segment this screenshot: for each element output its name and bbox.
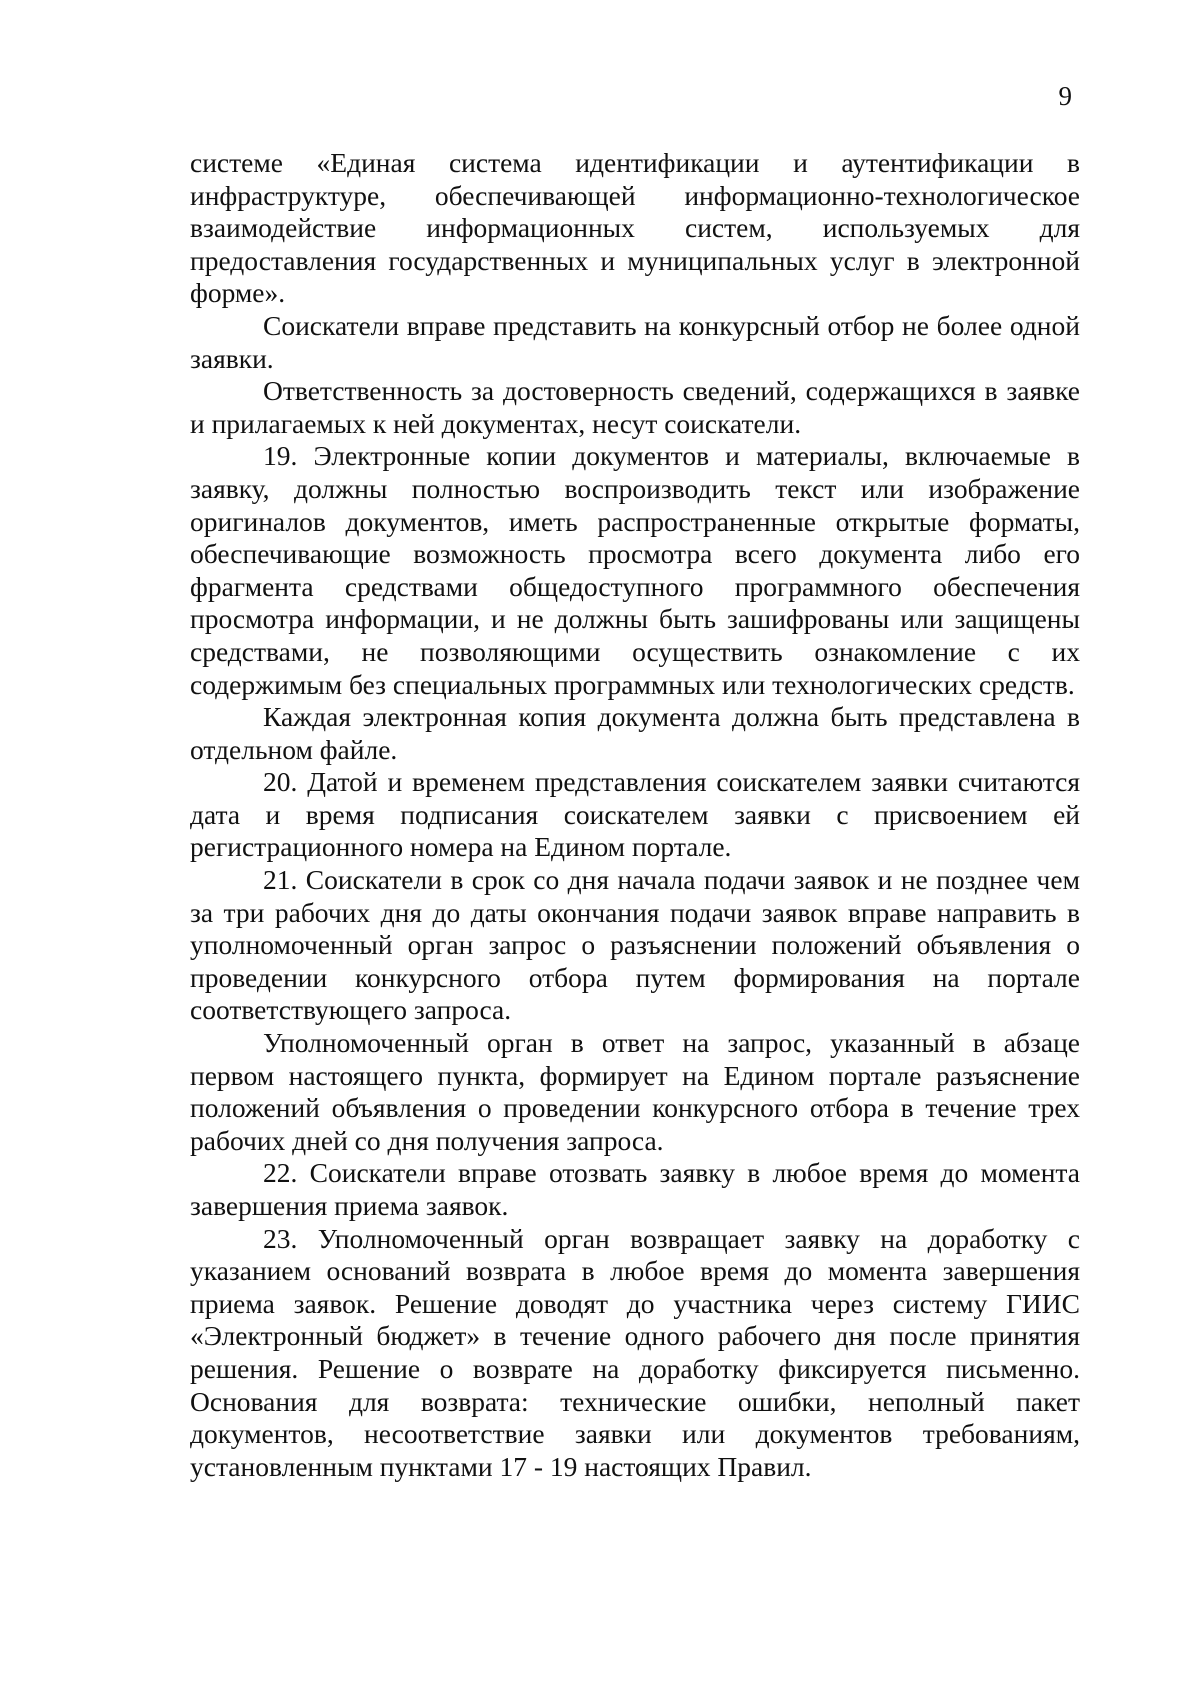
paragraph-clause-20: 20. Датой и временем представления соискателем заявки считаются дата и время подписания соискателем заявки с присвоением ей регистрационного номера на Едином портале. bbox=[190, 766, 1080, 863]
document-body bbox=[190, 147, 1080, 1483]
paragraph-separate-file: Каждая электронная копия документа должна быть представлена в отдельном файле. bbox=[190, 701, 1080, 765]
paragraph-responsibility: Ответственность за достоверность сведений, содержащихся в заявке и прилагаемых к ней документах, несут соискатели. bbox=[190, 375, 1080, 439]
paragraph-clause-19: 19. Электронные копии документов и материалы, включаемые в заявку, должны полностью воспроизводить текст или изображение оригиналов документов, иметь распространенные открытые форматы, обеспечивающие возможность просмотра всего документа либо его фрагмента средствами общедоступного программного обеспечения просмотра информации, и не должны быть зашифрованы или защищены средствами, не позволяющими осуществить ознакомление с их содержимым без специальных программных или технологических средств. bbox=[190, 440, 1080, 700]
paragraph-continuation: системе «Единая система идентификации и аутентификации в инфраструктуре, обеспечивающей информационно-технологическое взаимодействие информационных систем, используемых для предоставления государственных и муниципальных услуг в электронной форме». bbox=[190, 147, 1080, 309]
page-number: 9 bbox=[1058, 81, 1072, 111]
paragraph-clause-23: 23. Уполномоченный орган возвращает заявку на доработку с указанием оснований возврата в любое время до момента завершения приема заявок. Решение доводят до участника через систему ГИИС «Электронный бюджет» в течение одного рабочего дня после принятия решения. Решение о возврате на доработку фиксируется письменно. Основания для возврата: технические ошибки, неполный пакет документов, несоответствие заявки или документов требованиям, установленным пунктами 17 - 19 настоящих Правил. bbox=[190, 1222, 1080, 1482]
paragraph-clause-22: 22. Соискатели вправе отозвать заявку в любое время до момента завершения приема заявок. bbox=[190, 1157, 1080, 1221]
paragraph-clarification: Уполномоченный орган в ответ на запрос, указанный в абзаце первом настоящего пункта, формирует на Едином портале разъяснение положений объявления о проведении конкурсного отбора в течение трех рабочих дней со дня получения запроса. bbox=[190, 1027, 1080, 1156]
paragraph-clause-21: 21. Соискатели в срок со дня начала подачи заявок и не позднее чем за три рабочих дня до даты окончания подачи заявок вправе направить в уполномоченный орган запрос о разъяснении положений объявления о проведении конкурсного отбора путем формирования на портале соответствующего запроса. bbox=[190, 864, 1080, 1026]
paragraph-single-application: Соискатели вправе представить на конкурсный отбор не более одной заявки. bbox=[190, 309, 1080, 374]
